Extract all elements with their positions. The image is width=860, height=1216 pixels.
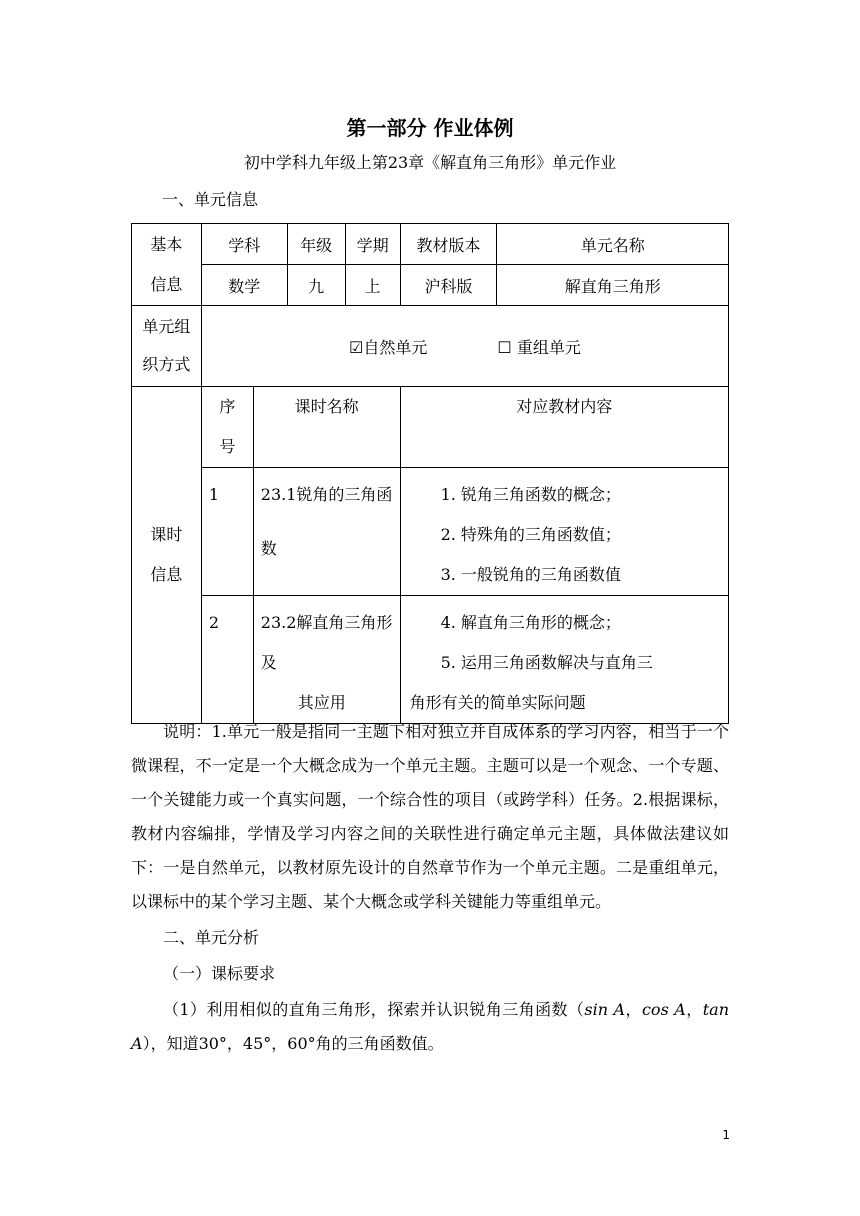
- col-header-no: [201, 387, 253, 468]
- req-text-b: ），知道30°，45°，60°角的三角函数值。: [142, 1034, 444, 1053]
- lesson2-item-4: 4. 解直角三角形的概念；: [440, 613, 621, 632]
- header-term: 学期: [345, 224, 400, 265]
- col-header-lesson-name: 课时名称: [253, 387, 400, 468]
- lesson1-no: 1: [201, 468, 253, 596]
- sin-a: sin A: [584, 1000, 626, 1019]
- cos-a: cos A: [641, 1000, 686, 1019]
- page-subtitle: 初中学科九年级上第23章《解直角三角形》单元作业: [243, 153, 617, 172]
- basic-info-label: [132, 224, 202, 306]
- lesson1-name: 23.1锐角的三角函数: [253, 468, 400, 596]
- value-term: 上: [345, 265, 400, 306]
- header-textbook: 教材版本: [400, 224, 497, 265]
- org-method-options: [201, 306, 728, 387]
- value-grade: 九: [287, 265, 345, 306]
- org-label-line2: 织方式: [142, 355, 191, 374]
- lesson1-item-2: 2. 特殊角的三角函数值；: [440, 525, 621, 544]
- lesson-label-line1: 课时: [150, 525, 183, 544]
- unit-info-table: [131, 223, 729, 724]
- lesson1-item-3: 3. 一般锐角的三角函数值: [440, 565, 621, 584]
- lesson2-item-5-cont: 角形有关的简单实际问题: [409, 693, 586, 712]
- lesson1-item-1: 1. 锐角三角函数的概念；: [440, 485, 621, 504]
- page-number: 1: [722, 1128, 730, 1142]
- lesson2-item-5: 5. 运用三角函数解决与直角三: [440, 653, 653, 672]
- basic-label-line2: 信息: [150, 274, 183, 294]
- col-header-content: 对应教材内容: [400, 387, 728, 468]
- comma-2: ，: [685, 1000, 703, 1019]
- subheading-curriculum: （一）课标要求: [163, 964, 276, 983]
- natural-unit-checkbox[interactable]: ☑自然单元: [349, 337, 428, 357]
- section-heading-unit-info: 一、单元信息: [162, 190, 259, 209]
- value-unit-name: 解直角三角形: [497, 265, 729, 306]
- page-title: 第一部分 作业体例: [346, 116, 514, 140]
- note-paragraph: 说明：1.单元一般是指同一主题下相对独立并自成体系的学习内容，相当于一个微课程，不一定是一个大概念成为一个单元主题。主题可以是一个观念、一个专题、一个关键能力或一个真实问题，一个综合性的项目（或跨学科）任务。2.根据课标，教材内容编排，学情及学习内容之间的关联性进行确定单元主题，具体做法建议如下：一是自然单元，以教材原先设计的自然章节作为一个单元主题。二是重组单元，以课标中的某个学习主题、某个大概念或学科关键能力等重组单元。: [131, 722, 729, 911]
- org-label-line1: 单元组: [142, 317, 191, 336]
- org-method-label: [132, 306, 202, 387]
- header-unit-name: 单元名称: [497, 224, 729, 265]
- section-heading-unit-analysis: 二、单元分析: [163, 928, 260, 947]
- lesson2-no: 2: [201, 596, 253, 724]
- note-section: [131, 715, 729, 1061]
- lesson1-content: [400, 468, 728, 596]
- col-no-line1: 序: [219, 397, 236, 416]
- lesson-label-line2: 信息: [150, 565, 183, 584]
- lesson2-name: [253, 596, 400, 724]
- lesson2-name-line1: 23.2解直角三角形及: [260, 613, 393, 672]
- header-grade: 年级: [287, 224, 345, 265]
- lesson2-name-line2: 其应用: [297, 693, 346, 712]
- value-textbook: 沪科版: [400, 265, 497, 306]
- lesson-info-label: [132, 387, 202, 724]
- req-text-a: （1）利用相似的直角三角形，探索并认识锐角三角函数（: [163, 1000, 585, 1019]
- col-no-line2: 号: [219, 437, 236, 456]
- lesson2-content: [400, 596, 728, 724]
- requirement-paragraph: [131, 993, 729, 1061]
- value-subject: 数学: [201, 265, 287, 306]
- regroup-unit-checkbox[interactable]: ☐ 重组单元: [497, 337, 581, 357]
- basic-label-line1: 基本: [150, 234, 183, 254]
- comma-1: ，: [625, 1000, 642, 1019]
- tan-a: tan A: [131, 1000, 730, 1053]
- header-subject: 学科: [201, 224, 287, 265]
